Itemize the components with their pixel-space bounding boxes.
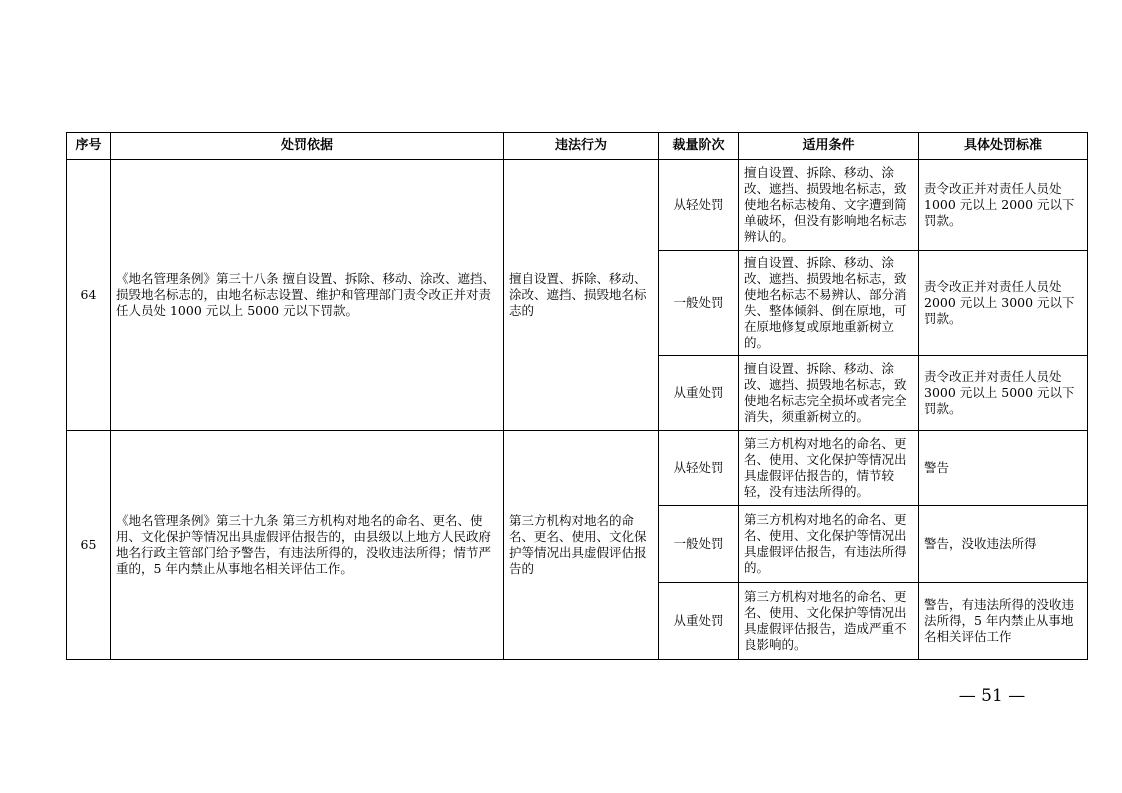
item-seq: 64 xyxy=(67,160,111,431)
level-condition: 擅自设置、拆除、移动、涂改、遮挡、损毁地名标志，致使地名标志不易辨认、部分消失、整体倾斜、倒在原地，可在原地修复或原地重新树立的。 xyxy=(739,251,919,356)
level-label: 一般处罚 xyxy=(659,506,739,583)
item-behavior: 擅自设置、拆除、移动、涂改、遮挡、损毁地名标志的 xyxy=(504,160,659,431)
level-label: 从轻处罚 xyxy=(659,160,739,251)
item-basis: 《地名管理条例》第三十九条 第三方机构对地名的命名、更名、使用、文化保护等情况出具虚假评估报告的，由县级以上地方人民政府地名行政主管部门给予警告，有违法所得的，没收违法所得；情节严重的，5 年内禁止从事地名相关评估工作。 xyxy=(111,431,504,660)
level-standard: 警告，没收违法所得 xyxy=(919,506,1088,583)
level-label: 一般处罚 xyxy=(659,251,739,356)
item-basis: 《地名管理条例》第三十八条 擅自设置、拆除、移动、涂改、遮挡、损毁地名标志的，由地名标志设置、维护和管理部门责令改正并对责任人员处 1000 元以上 5000 元以下罚款。 xyxy=(111,160,504,431)
table-row xyxy=(67,160,1088,251)
level-condition: 第三方机构对地名的命名、更名、使用、文化保护等情况出具虚假评估报告，有违法所得的。 xyxy=(739,506,919,583)
level-condition: 擅自设置、拆除、移动、涂改、遮挡、损毁地名标志，致使地名标志完全损坏或者完全消失，须重新树立的。 xyxy=(739,356,919,431)
penalty-standards-table xyxy=(66,132,1088,660)
level-standard: 责令改正并对责任人员处 3000 元以上 5000 元以下罚款。 xyxy=(919,356,1088,431)
level-label: 从重处罚 xyxy=(659,583,739,660)
level-standard: 警告，有违法所得的没收违法所得，5 年内禁止从事地名相关评估工作 xyxy=(919,583,1088,660)
table-row xyxy=(67,431,1088,506)
level-condition: 第三方机构对地名的命名、更名、使用、文化保护等情况出具虚假评估报告，造成严重不良影响的。 xyxy=(739,583,919,660)
item-seq: 65 xyxy=(67,431,111,660)
header-condition: 适用条件 xyxy=(739,133,919,160)
header-seq: 序号 xyxy=(67,133,111,160)
level-standard: 责令改正并对责任人员处 1000 元以上 2000 元以下罚款。 xyxy=(919,160,1088,251)
table-header-row xyxy=(67,133,1088,160)
level-standard: 警告 xyxy=(919,431,1088,506)
level-condition: 擅自设置、拆除、移动、涂改、遮挡、损毁地名标志，致使地名标志棱角、文字遭到简单破坏，但没有影响地名标志辨认的。 xyxy=(739,160,919,251)
header-basis: 处罚依据 xyxy=(111,133,504,160)
header-level: 裁量阶次 xyxy=(659,133,739,160)
header-behavior: 违法行为 xyxy=(504,133,659,160)
level-condition: 第三方机构对地名的命名、更名、使用、文化保护等情况出具虚假评估报告的，情节较轻，没有违法所得的。 xyxy=(739,431,919,506)
level-standard: 责令改正并对责任人员处 2000 元以上 3000 元以下罚款。 xyxy=(919,251,1088,356)
level-label: 从轻处罚 xyxy=(659,431,739,506)
header-standard: 具体处罚标准 xyxy=(919,133,1088,160)
page-number: — 51 — xyxy=(958,686,1026,706)
level-label: 从重处罚 xyxy=(659,356,739,431)
item-behavior: 第三方机构对地名的命名、更名、使用、文化保护等情况出具虚假评估报告的 xyxy=(504,431,659,660)
